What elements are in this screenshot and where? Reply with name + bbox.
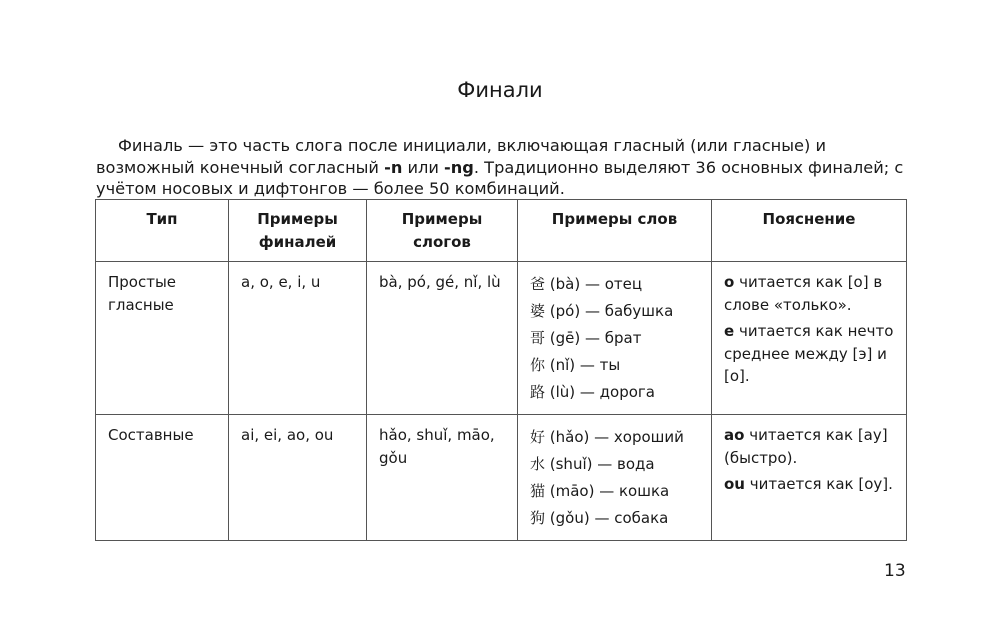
intro-text-3: . Традиционно выделяют 36 основных финалей; с учётом носовых и дифтонгов — более 50 комбинаций.	[96, 157, 904, 199]
note-text: читается как [ау] (быстро).	[724, 426, 888, 467]
word-example: 路 (lù) — дорога	[530, 383, 656, 401]
header-explanation: Пояснение	[712, 200, 907, 262]
note-text: читается как [о] в слове «только».	[724, 273, 883, 314]
cell-syllables: bà, pó, gé, nǐ, lù	[367, 262, 518, 415]
intro-bold-n: -n	[384, 157, 403, 177]
explanation-note	[724, 424, 894, 469]
cell-type: Простые гласные	[96, 262, 229, 415]
note-bold: e	[724, 322, 735, 340]
header-type: Тип	[96, 200, 229, 262]
intro-text-1: Финаль — это часть слога после инициали, включающая гласный (или гласные) и возможный конечный согласный	[96, 136, 826, 177]
cell-explanation	[712, 262, 907, 415]
cell-syllables: hǎo, shuǐ, māo, gǒu	[367, 415, 518, 541]
word-example: 好 (hǎo) — хороший	[530, 428, 684, 446]
word-example: 狗 (gǒu) — собака	[530, 509, 669, 527]
page-number: 13	[884, 561, 906, 581]
word-example: 水 (shuǐ) — вода	[530, 455, 655, 473]
table-header-row	[96, 200, 907, 262]
explanation-note	[724, 473, 894, 496]
header-syllables-examples: Примеры слогов	[367, 200, 518, 262]
intro-text-2: или	[402, 157, 445, 177]
word-example: 婆 (pó) — бабушка	[530, 302, 674, 320]
table-row	[96, 262, 907, 415]
word-example: 哥 (gē) — брат	[530, 329, 642, 347]
cell-words	[518, 415, 712, 541]
finals-table	[95, 199, 907, 541]
intro-paragraph	[96, 135, 908, 200]
cell-explanation	[712, 415, 907, 541]
word-example: 你 (nǐ) — ты	[530, 356, 621, 374]
cell-type: Составные	[96, 415, 229, 541]
word-example: 猫 (māo) — кошка	[530, 482, 670, 500]
page-title: Финали	[457, 78, 543, 102]
intro-bold-ng: -ng	[444, 157, 474, 177]
explanation-note	[724, 271, 894, 316]
note-text: читается как [оу].	[744, 475, 893, 493]
header-finals-examples: Примеры финалей	[229, 200, 367, 262]
cell-finals: ai, ei, ao, ou	[229, 415, 367, 541]
word-example: 爸 (bà) — отец	[530, 275, 643, 293]
note-bold: o	[724, 273, 735, 291]
table-row	[96, 415, 907, 541]
explanation-note	[724, 320, 894, 388]
note-bold: ou	[724, 475, 745, 493]
header-words-examples: Примеры слов	[518, 200, 712, 262]
note-bold: ao	[724, 426, 745, 444]
cell-finals: a, o, e, i, u	[229, 262, 367, 415]
cell-words	[518, 262, 712, 415]
note-text: читается как нечто среднее между [э] и [о].	[724, 322, 894, 385]
